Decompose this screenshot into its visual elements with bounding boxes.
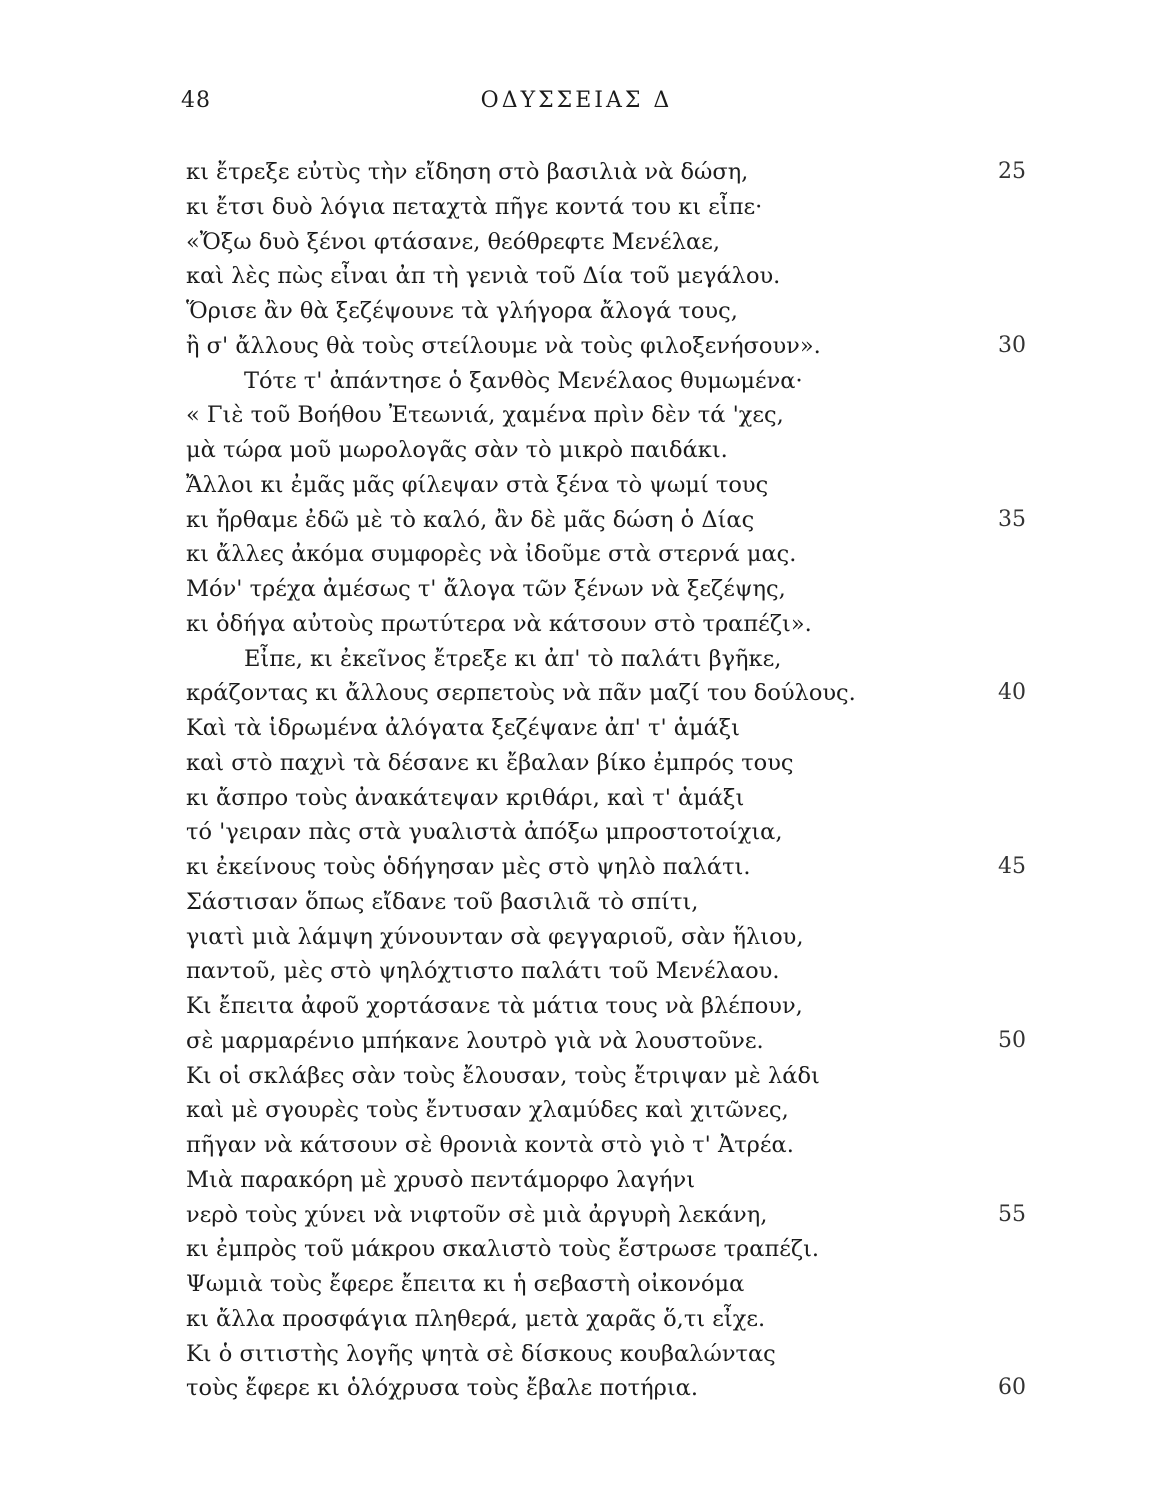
verse-text: καὶ μὲ σγουρὲς τοὺς ἔντυσαν χλαμύδες καὶ χιτῶνες, — [186, 1097, 789, 1124]
verse-text: κι ἄλλα προσφάγια πληθερά, μετὰ χαρᾶς ὅ,τι εἶχε. — [186, 1305, 766, 1332]
verse-text: κι ἐκείνους τοὺς ὁδήγησαν μὲς στὸ ψηλὸ παλάτι. — [186, 854, 751, 880]
verse-line — [186, 920, 1026, 955]
verse-text: Μόν' τρέχα ἀμέσως τ' ἄλογα τῶν ξένων νὰ ξεζέψης, — [186, 576, 786, 602]
running-title: ΟΔΥΣΣΕΙΑΣ Δ — [480, 88, 673, 113]
verse-line — [186, 711, 1026, 746]
verse-line — [186, 1337, 1026, 1372]
verse-line — [186, 572, 1026, 607]
verse-line — [186, 468, 1026, 503]
verse-line — [186, 225, 1026, 260]
verse-line — [186, 746, 1026, 781]
verse-line — [186, 433, 1026, 468]
page-header — [0, 88, 1153, 124]
verse-text: Σάστισαν ὅπως εἴδανε τοῦ βασιλιᾶ τὸ σπίτι, — [186, 888, 699, 915]
verse-line — [186, 503, 1026, 538]
verse-line — [186, 1024, 1026, 1059]
verse-line — [186, 155, 1026, 190]
verse-text: Εἶπε, κι ἐκεῖνος ἔτρεξε κι ἀπ' τὸ παλάτι βγῆκε, — [244, 645, 782, 672]
verse-text: Μιὰ παρακόρη μὲ χρυσὸ πεντάμορφο λαγήνι — [186, 1166, 696, 1193]
verse-text: «Ὄξω δυὸ ξένοι φτάσανε, θεόθρεφτε Μενέλαε, — [186, 228, 720, 255]
verse-text: κράζοντας κι ἄλλους σερπετοὺς νὰ πᾶν μαζί του δούλους. — [186, 680, 856, 707]
verse-line — [186, 190, 1026, 225]
line-number: 55 — [998, 1201, 1026, 1227]
verse-text: Ὅρισε ἂν θὰ ξεζέψουνε τὰ γλήγορα ἄλογά τους, — [186, 298, 738, 324]
verse-text: παντοῦ, μὲς στὸ ψηλόχτιστο παλάτι τοῦ Μενέλαου. — [186, 958, 780, 985]
verse-line — [186, 676, 1026, 711]
verse-line — [186, 1267, 1026, 1302]
verse-text: τοὺς ἔφερε κι ὁλόχρυσα τοὺς ἔβαλε ποτήρια. — [186, 1375, 699, 1402]
verse-line — [186, 1163, 1026, 1198]
line-number: 25 — [998, 159, 1026, 184]
page-number: 48 — [181, 88, 211, 113]
verse-line — [186, 850, 1026, 885]
verse-text: ἢ σ' ἄλλους θὰ τοὺς στείλουμε νὰ τοὺς φιλοξενήσουν». — [186, 332, 821, 359]
verse-line — [186, 1198, 1026, 1233]
verse-line — [186, 607, 1026, 642]
line-number: 40 — [998, 680, 1026, 706]
verse-line — [186, 885, 1026, 920]
verse-text: κι ἄσπρο τοὺς ἀνακάτεψαν κριθάρι, καὶ τ' ἁμάξι — [186, 784, 745, 811]
verse-line — [186, 1232, 1026, 1267]
verse-text: κι ἔτρεξε εὐτὺς τὴν εἴδηση στὸ βασιλιὰ νὰ δώση, — [186, 159, 749, 185]
verse-line — [186, 398, 1026, 433]
verse-line — [186, 815, 1026, 850]
verse-line — [186, 1371, 1026, 1406]
verse-text: Κι ἔπειτα ἀφοῦ χορτάσανε τὰ μάτια τους νὰ βλέπουν, — [186, 993, 803, 1019]
verse-line — [186, 954, 1026, 989]
line-number: 35 — [998, 506, 1026, 532]
verse-text: κι ἔτσι δυὸ λόγια πεταχτὰ πῆγε κοντά του κι εἶπε· — [186, 193, 763, 220]
verse-line — [186, 1128, 1026, 1163]
verse-text: κι ἤρθαμε ἐδῶ μὲ τὸ καλό, ἂν δὲ μᾶς δώση ὁ Δίας — [186, 506, 755, 533]
verse-text: κι ἐμπρὸς τοῦ μάκρου σκαλιστὸ τοὺς ἔστρωσε τραπέζι. — [186, 1236, 820, 1263]
verse-text: νερὸ τοὺς χύνει νὰ νιφτοῦν σὲ μιὰ ἀργυρὴ λεκάνη, — [186, 1201, 768, 1228]
verse-text: καὶ λὲς πὼς εἶναι ἀπ τὴ γενιὰ τοῦ Δία τοῦ μεγάλου. — [186, 263, 781, 290]
verse-text: σὲ μαρμαρένιο μπήκανε λουτρὸ γιὰ νὰ λουστοῦνε. — [186, 1027, 764, 1054]
line-number: 30 — [998, 332, 1026, 358]
line-number: 50 — [998, 1027, 1026, 1053]
verse-text: κι ὁδήγα αὐτοὺς πρωτύτερα νὰ κάτσουν στὸ τραπέζι». — [186, 610, 812, 637]
poem-text — [186, 155, 1026, 1406]
verse-line — [186, 329, 1026, 364]
verse-line — [186, 294, 1026, 329]
verse-text: τό 'γειραν πὰς στὰ γυαλιστὰ ἀπόξω μπροστοτοίχια, — [186, 819, 783, 846]
verse-text: Ἄλλοι κι ἐμᾶς μᾶς φίλεψαν στὰ ξένα τὸ ψωμί τους — [186, 471, 769, 498]
verse-line — [186, 642, 1026, 677]
line-number: 45 — [998, 854, 1026, 879]
verse-line — [186, 1302, 1026, 1337]
verse-line — [186, 364, 1026, 399]
verse-text: Τότε τ' ἀπάντησε ὁ ξανθὸς Μενέλαος θυμωμένα· — [244, 367, 803, 394]
line-number: 60 — [998, 1375, 1026, 1401]
verse-text: Κι ὁ σιτιστὴς λογῆς ψητὰ σὲ δίσκους κουβαλώντας — [186, 1340, 776, 1367]
verse-text: « Γιὲ τοῦ Βοήθου Ἐτεωνιά, χαμένα πρὶν δὲν τά 'χες, — [186, 402, 784, 429]
verse-text: Κι οἱ σκλάβες σὰν τοὺς ἔλουσαν, τοὺς ἔτριψαν μὲ λάδι — [186, 1062, 820, 1089]
verse-line — [186, 989, 1026, 1024]
verse-line — [186, 1093, 1026, 1128]
verse-line — [186, 259, 1026, 294]
verse-line — [186, 1059, 1026, 1094]
verse-text: μὰ τώρα μοῦ μωρολογᾶς σὰν τὸ μικρὸ παιδάκι. — [186, 437, 728, 463]
verse-text: Καὶ τὰ ἱδρωμένα ἀλόγατα ξεζέψανε ἀπ' τ' ἁμάξι — [186, 715, 741, 741]
verse-line — [186, 781, 1026, 816]
verse-text: γιατὶ μιὰ λάμψη χύνουνταν σὰ φεγγαριοῦ, σὰν ἥλιου, — [186, 923, 804, 950]
verse-text: κι ἄλλες ἀκόμα συμφορὲς νὰ ἰδοῦμε στὰ στερνά μας. — [186, 541, 797, 568]
verse-text: καὶ στὸ παχνὶ τὰ δέσανε κι ἔβαλαν βίκο ἐμπρός τους — [186, 749, 794, 776]
verse-line — [186, 537, 1026, 572]
verse-text: πῆγαν νὰ κάτσουν σὲ θρονιὰ κοντὰ στὸ γιὸ τ' Ἀτρέα. — [186, 1132, 794, 1158]
verse-text: Ψωμιὰ τοὺς ἔφερε ἔπειτα κι ἡ σεβαστὴ οἰκονόμα — [186, 1271, 745, 1297]
